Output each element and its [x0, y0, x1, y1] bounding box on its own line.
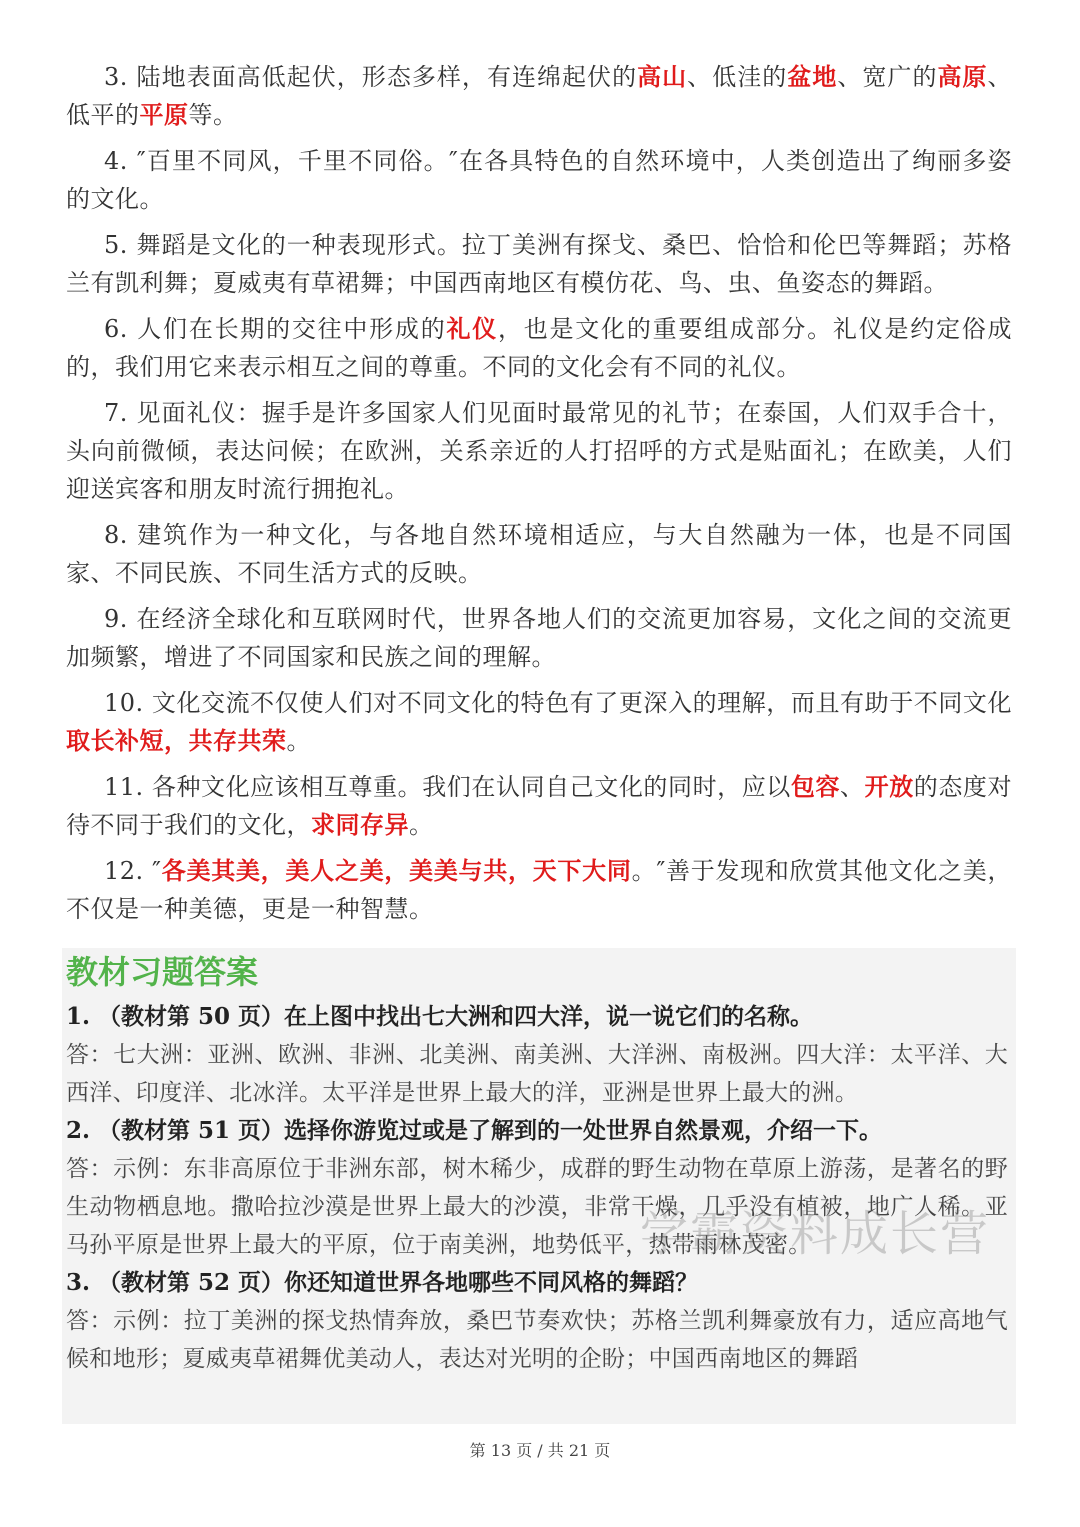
- paragraph: [66, 58, 1012, 134]
- body-text: 。: [286, 727, 311, 755]
- question: 3. （教材第 52 页）你还知道世界各地哪些不同风格的舞蹈？: [66, 1269, 699, 1296]
- page-footer: 第 13 页 / 共 21 页: [469, 1441, 611, 1460]
- answer: 答：示例：拉丁美洲的探戈热情奔放，桑巴节奏欢快；苏格兰凯利舞豪放有力，适应高地气候和地形；夏威夷草裙舞优美动人，表达对光明的企盼；中国西南地区的舞蹈: [66, 1308, 1008, 1372]
- body-text: 3. 陆地表面高低起伏，形态多样，有连绵起伏的: [104, 63, 638, 91]
- body-text: 的态度对待不同于我们的文化，: [66, 773, 1013, 839]
- body-text: 6. 人们在长期的交往中形成的: [104, 315, 447, 343]
- paragraph: [66, 142, 1012, 218]
- body-text: 。″善于发现和欣赏其他文化之美，不仅是一种美德，更是一种智慧。: [66, 857, 1013, 923]
- paragraph: [66, 394, 1012, 508]
- body-text: 。: [409, 811, 434, 839]
- highlight-text: 盆地: [787, 62, 838, 91]
- body-text: 8. 建筑作为一种文化，与各地自然环境相适应，与大自然融为一体，也是不同国家、不同民族、不同生活方式的反映。: [66, 521, 1012, 587]
- body-text: 、: [840, 773, 865, 801]
- highlight-text: 礼仪: [446, 314, 498, 343]
- watermark: 学霸资料成长营: [640, 1206, 991, 1262]
- highlight-text: 高山: [637, 62, 688, 91]
- highlight-text: 求同存异: [311, 810, 409, 839]
- paragraph: [66, 310, 1012, 386]
- paragraph: [66, 684, 1012, 760]
- answer: 答：七大洲：亚洲、欧洲、非洲、北美洲、南美洲、大洋洲、南极洲。四大洋：太平洋、大西洋、印度洋、北冰洋。太平洋是世界上最大的洋，亚洲是世界上最大的洲。: [66, 1042, 1008, 1106]
- highlight-text: 高原: [937, 62, 988, 91]
- answers-section: [62, 948, 1016, 1424]
- highlight-text: 各美其美，美人之美，美美与共，天下大同: [161, 856, 632, 885]
- highlight-text: 开放: [864, 772, 914, 801]
- body-text: 10. 文化交流不仅使人们对不同文化的特色有了更深入的理解，而且有助于不同文化: [104, 689, 1012, 717]
- paragraph: [66, 852, 1012, 928]
- answer: 答：示例：东非高原位于非洲东部，树木稀少，成群的野生动物在草原上游荡，是著名的野生动物栖息地。撒哈拉沙漠是世界上最大的沙漠，非常干燥，几乎没有植被，地广人稀。亚马孙平原是世界上最大的平原，位于南美洲，地势低平，热带雨林茂密。: [66, 1156, 1008, 1258]
- paragraph: [66, 600, 1012, 676]
- body-text: ，也是文化的重要组成部分。礼仪是约定俗成的，我们用它来表示相互之间的尊重。不同的文化会有不同的礼仪。: [66, 315, 1013, 381]
- body-text: 、宽广的: [837, 63, 938, 91]
- body-text: 、低平的: [66, 63, 1013, 129]
- body-text: 4. ″百里不同风，千里不同俗。″在各具特色的自然环境中，人类创造出了绚丽多姿的文化。: [66, 147, 1012, 213]
- highlight-text: 平原: [139, 100, 189, 129]
- highlight-text: 取长补短，共存共荣: [66, 726, 287, 755]
- body-text: 11. 各种文化应该相互尊重。我们在认同自己文化的同时，应以: [104, 773, 791, 801]
- body-text: 12. ″: [104, 857, 162, 885]
- question: 2. （教材第 51 页）选择你游览过或是了解到的一处世界自然景观，介绍一下。: [66, 1117, 883, 1144]
- body-text: 等。: [188, 101, 238, 129]
- body-text: 7. 见面礼仪：握手是许多国家人们见面时最常见的礼节；在泰国，人们双手合十，头向前微倾，表达问候；在欧洲，关系亲近的人打招呼的方式是贴面礼；在欧美，人们迎送宾客和朋友时流行拥抱礼。: [66, 399, 1012, 503]
- qa-list: [66, 998, 1008, 1378]
- main-content: [66, 58, 1012, 936]
- body-text: 5. 舞蹈是文化的一种表现形式。拉丁美洲有探戈、桑巴、恰恰和伦巴等舞蹈；苏格兰有凯利舞；夏威夷有草裙舞；中国西南地区有模仿花、鸟、虫、鱼姿态的舞蹈。: [66, 231, 1012, 297]
- paragraph: [66, 516, 1012, 592]
- paragraph: [66, 768, 1012, 844]
- question: 1. （教材第 50 页）在上图中找出七大洲和四大洋，说一说它们的名称。: [66, 1003, 814, 1030]
- highlight-text: 包容: [790, 772, 841, 801]
- body-text: 、低洼的: [687, 63, 788, 91]
- section-title: 教材习题答案: [66, 953, 259, 991]
- body-text: 9. 在经济全球化和互联网时代，世界各地人们的交流更加容易，文化之间的交流更加频繁，增进了不同国家和民族之间的理解。: [66, 605, 1012, 671]
- paragraph: [66, 226, 1012, 302]
